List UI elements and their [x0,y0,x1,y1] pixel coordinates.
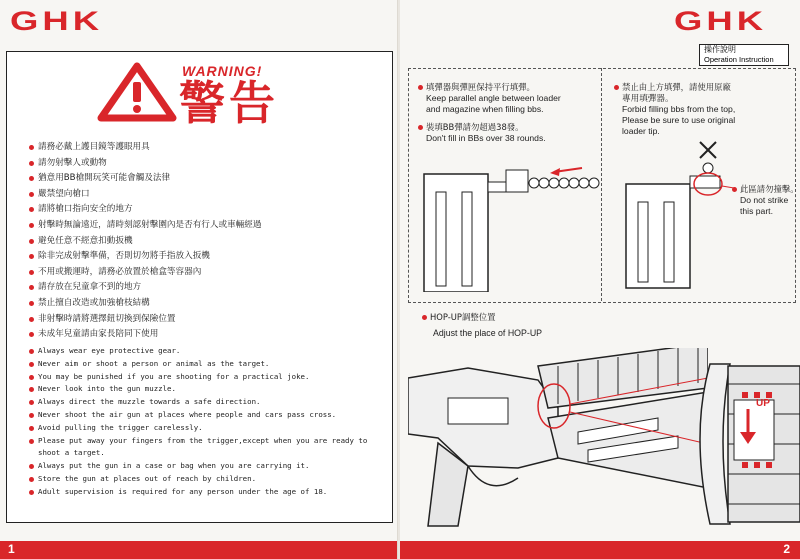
bullet-icon [418,85,423,90]
list-item: 非射擊時請將選擇鈕切換到保險位置 [29,312,389,328]
list-item: Always direct the muzzle towards a safe direction. [29,396,391,409]
hopup-rifle-illustration [408,348,708,533]
english-rules-list [29,345,391,499]
list-item: 未成年兒童請由家長陪同下使用 [29,327,389,343]
note-hopup-en: Adjust the place of HOP-UP [433,328,543,338]
list-item: Store the gun at places out of reach by children. [29,473,391,486]
list-item: 請務必戴上護目鏡等護眼用具 [29,140,389,156]
list-item: 請勿射擊人或動物 [29,156,389,172]
note-parallel: 填彈器與彈匣保持平行填彈。 Keep parallel angle between loader and magazine when filling bbs. [418,82,561,115]
list-item: Never look into the gun muzzle. [29,383,391,396]
list-item: Avoid pulling the trigger carelessly. [29,422,391,435]
section-title-en: Operation Instruction [704,55,774,64]
list-item: Never shoot the air gun at places where people and cars pass cross. [29,409,391,422]
page-footer [400,541,800,559]
list-item: 猶意用BB槍開玩笑可能會觸及法律 [29,171,389,187]
page-footer [0,541,398,559]
list-item: 請將槍口指向安全的地方 [29,202,389,218]
note-no-strike: 此區請勿撞擊。 Do not strike this part. [732,184,799,217]
note-hopup: HOP-UP調整位置 [422,312,495,323]
bullet-icon [422,315,427,320]
right-page [400,0,800,559]
warning-heading-cn: 警告 [179,76,279,130]
page-number: 1 [8,542,15,556]
bullet-icon [614,85,619,90]
list-item: 不用或搬運時，請務必放置於槍盒等容器內 [29,265,389,281]
brand-logo: GHK [10,6,104,36]
note-max-rounds: 裝填BB彈請勿超過38發。 Don't fill in BBs over 38 rounds. [418,122,546,144]
section-title [699,44,789,66]
list-item: Please put away your fingers from the trigger,except when you are ready to shoot a target. [29,435,391,461]
bullet-icon [418,125,423,130]
warning-box [6,51,393,523]
hopup-closeup-illustration [690,354,800,529]
chinese-rules-list [29,140,389,343]
list-item: 禁止擅自改造或加強槍枝結構 [29,296,389,312]
bullet-icon [732,187,737,192]
brand-logo: GHK [674,6,768,36]
list-item: 避免任意不經意扣動扳機 [29,234,389,250]
list-item: Always put the gun in a case or bag when you are carrying it. [29,460,391,473]
list-item: 射擊時無論遠近，請時刻認射擊圍內是否有行人或車輛經過 [29,218,389,234]
top-fill-illustration [616,140,736,290]
list-item: Adult supervision is required for any person under the age of 18. [29,486,391,499]
hopup-up-label: UP [756,398,770,409]
page-number: 2 [783,542,790,556]
list-item: 請存放在兒童拿不到的地方 [29,280,389,296]
warning-heading-en: WARNING! [182,63,263,79]
list-item: 除非完成射擊準備，否則切勿將手指放入扳機 [29,249,389,265]
note-no-top-fill: 禁止由上方填彈，請使用原廠 專用填彈器。 Forbid filling bbs from the top, Please be sure to use original loader tip. [614,82,735,137]
magazine-loading-illustration [414,162,604,292]
list-item: 嚴禁望向槍口 [29,187,389,203]
list-item: Never aim or shoot a person or animal as the target. [29,358,391,371]
warning-triangle-icon [97,62,177,122]
list-item: You may be punished if you are shooting for a practical joke. [29,371,391,384]
list-item: Always wear eye protective gear. [29,345,391,358]
section-title-cn: 操作說明 [704,45,736,54]
left-page [0,0,398,559]
